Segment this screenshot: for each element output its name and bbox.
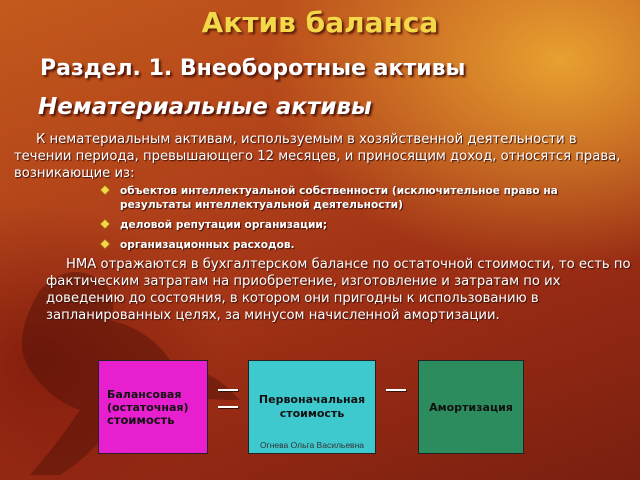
subtitle-heading: Нематериальные активы [38, 94, 372, 120]
body-paragraph: НМА отражаются в бухгалтерском балансе по остаточной стоимости, то есть по фактическим затратам на приобретение, изготовление и затратам по их доведению до состояния, в котором они пригодны к использованию в запланированных целях, за минусом начисленной амортизации. [46, 257, 631, 323]
author-footer: Огнева Ольга Васильевна [260, 440, 364, 450]
list-item-text: организационных расходов. [120, 239, 295, 251]
equals-sign-bottom [218, 406, 238, 408]
initial-cost-label [259, 393, 365, 421]
bullet-icon [101, 240, 109, 248]
list-item-text: объектов интеллектуальной собственности (исключительное право на результаты интеллектуальной деятельности) [120, 185, 558, 211]
box1-line2: (остаточная) [107, 400, 189, 414]
bullet-list [100, 184, 620, 258]
box1-line1: Балансовая [107, 387, 182, 401]
bullet-icon [101, 186, 109, 194]
balance-value-label [99, 388, 189, 427]
amortization-box [418, 360, 524, 454]
minus-sign [386, 389, 406, 391]
slide-title: Актив баланса [201, 6, 439, 39]
equals-sign-top [218, 389, 238, 391]
intro-text: К нематериальным активам, используемым в хозяйственной деятельности в течении периода, превышающего 12 месяцев, и приносящим доход, относятся права, возникающие из: [14, 132, 621, 181]
list-item [100, 238, 620, 252]
box1-line3: стоимость [107, 412, 175, 427]
list-item-text: деловой репутации организации; [120, 219, 328, 231]
section-heading: Раздел. 1. Внеоборотные активы [40, 56, 466, 81]
amortization-label: Амортизация [429, 400, 513, 414]
list-item [100, 184, 620, 212]
list-item [100, 218, 620, 232]
balance-value-box [98, 360, 208, 454]
bullet-icon [101, 220, 109, 228]
box2-line1: Первоначальная [258, 393, 366, 406]
box2-line2: стоимость [279, 407, 345, 420]
